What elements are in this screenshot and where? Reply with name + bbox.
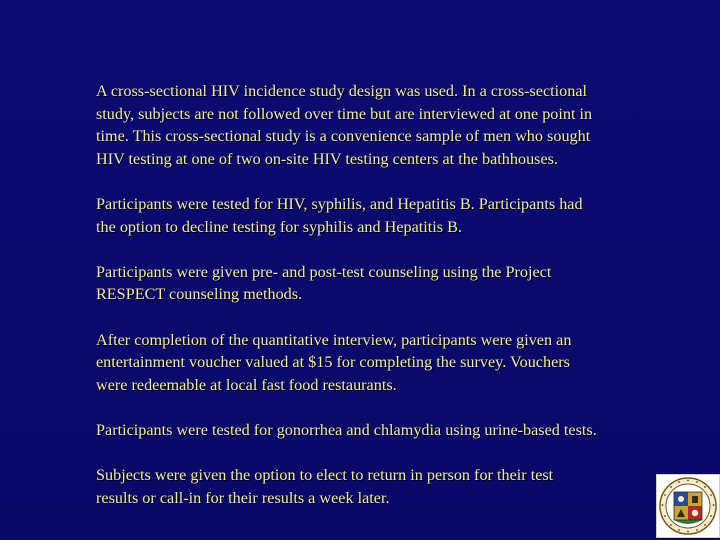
- paragraph-testing: [96, 193, 666, 238]
- paragraph-urine-tests: [96, 419, 666, 442]
- text-line: RESPECT counseling methods.: [96, 285, 303, 304]
- paragraph-results: [96, 464, 666, 509]
- text-line: time. This cross-sectional study is a convenience sample of men who sought: [96, 127, 591, 146]
- paragraph-voucher: [96, 329, 666, 397]
- paragraph-counseling: [96, 261, 666, 306]
- text-line: the option to decline testing for syphilis and Hepatitis B.: [96, 217, 462, 236]
- text-line: were redeemable at local fast food restaurants.: [96, 375, 397, 394]
- slide-body: [96, 80, 666, 509]
- text-line: entertainment voucher valued at $15 for completing the survey. Vouchers: [96, 353, 570, 372]
- text-line: After completion of the quantitative interview, participants were given an: [96, 330, 572, 349]
- text-line: study, subjects are not followed over time but are interviewed at one point in: [96, 104, 593, 123]
- text-line: Participants were tested for HIV, syphilis, and Hepatitis B. Participants had: [96, 194, 583, 213]
- text-line: Participants were given pre- and post-test counseling using the Project: [96, 262, 552, 281]
- county-seal-icon: [657, 475, 719, 537]
- paragraph-study-design: [96, 80, 666, 170]
- text-line: Participants were tested for gonorrhea and chlamydia using urine-based tests.: [96, 420, 597, 439]
- text-line: HIV testing at one of two on-site HIV testing centers at the bathhouses.: [96, 149, 558, 168]
- county-seal-logo: [656, 474, 720, 538]
- text-line: Subjects were given the option to elect to return in person for their test: [96, 466, 554, 485]
- text-line: A cross-sectional HIV incidence study design was used. In a cross-sectional: [96, 82, 588, 100]
- text-line: results or call-in for their results a week later.: [96, 488, 390, 507]
